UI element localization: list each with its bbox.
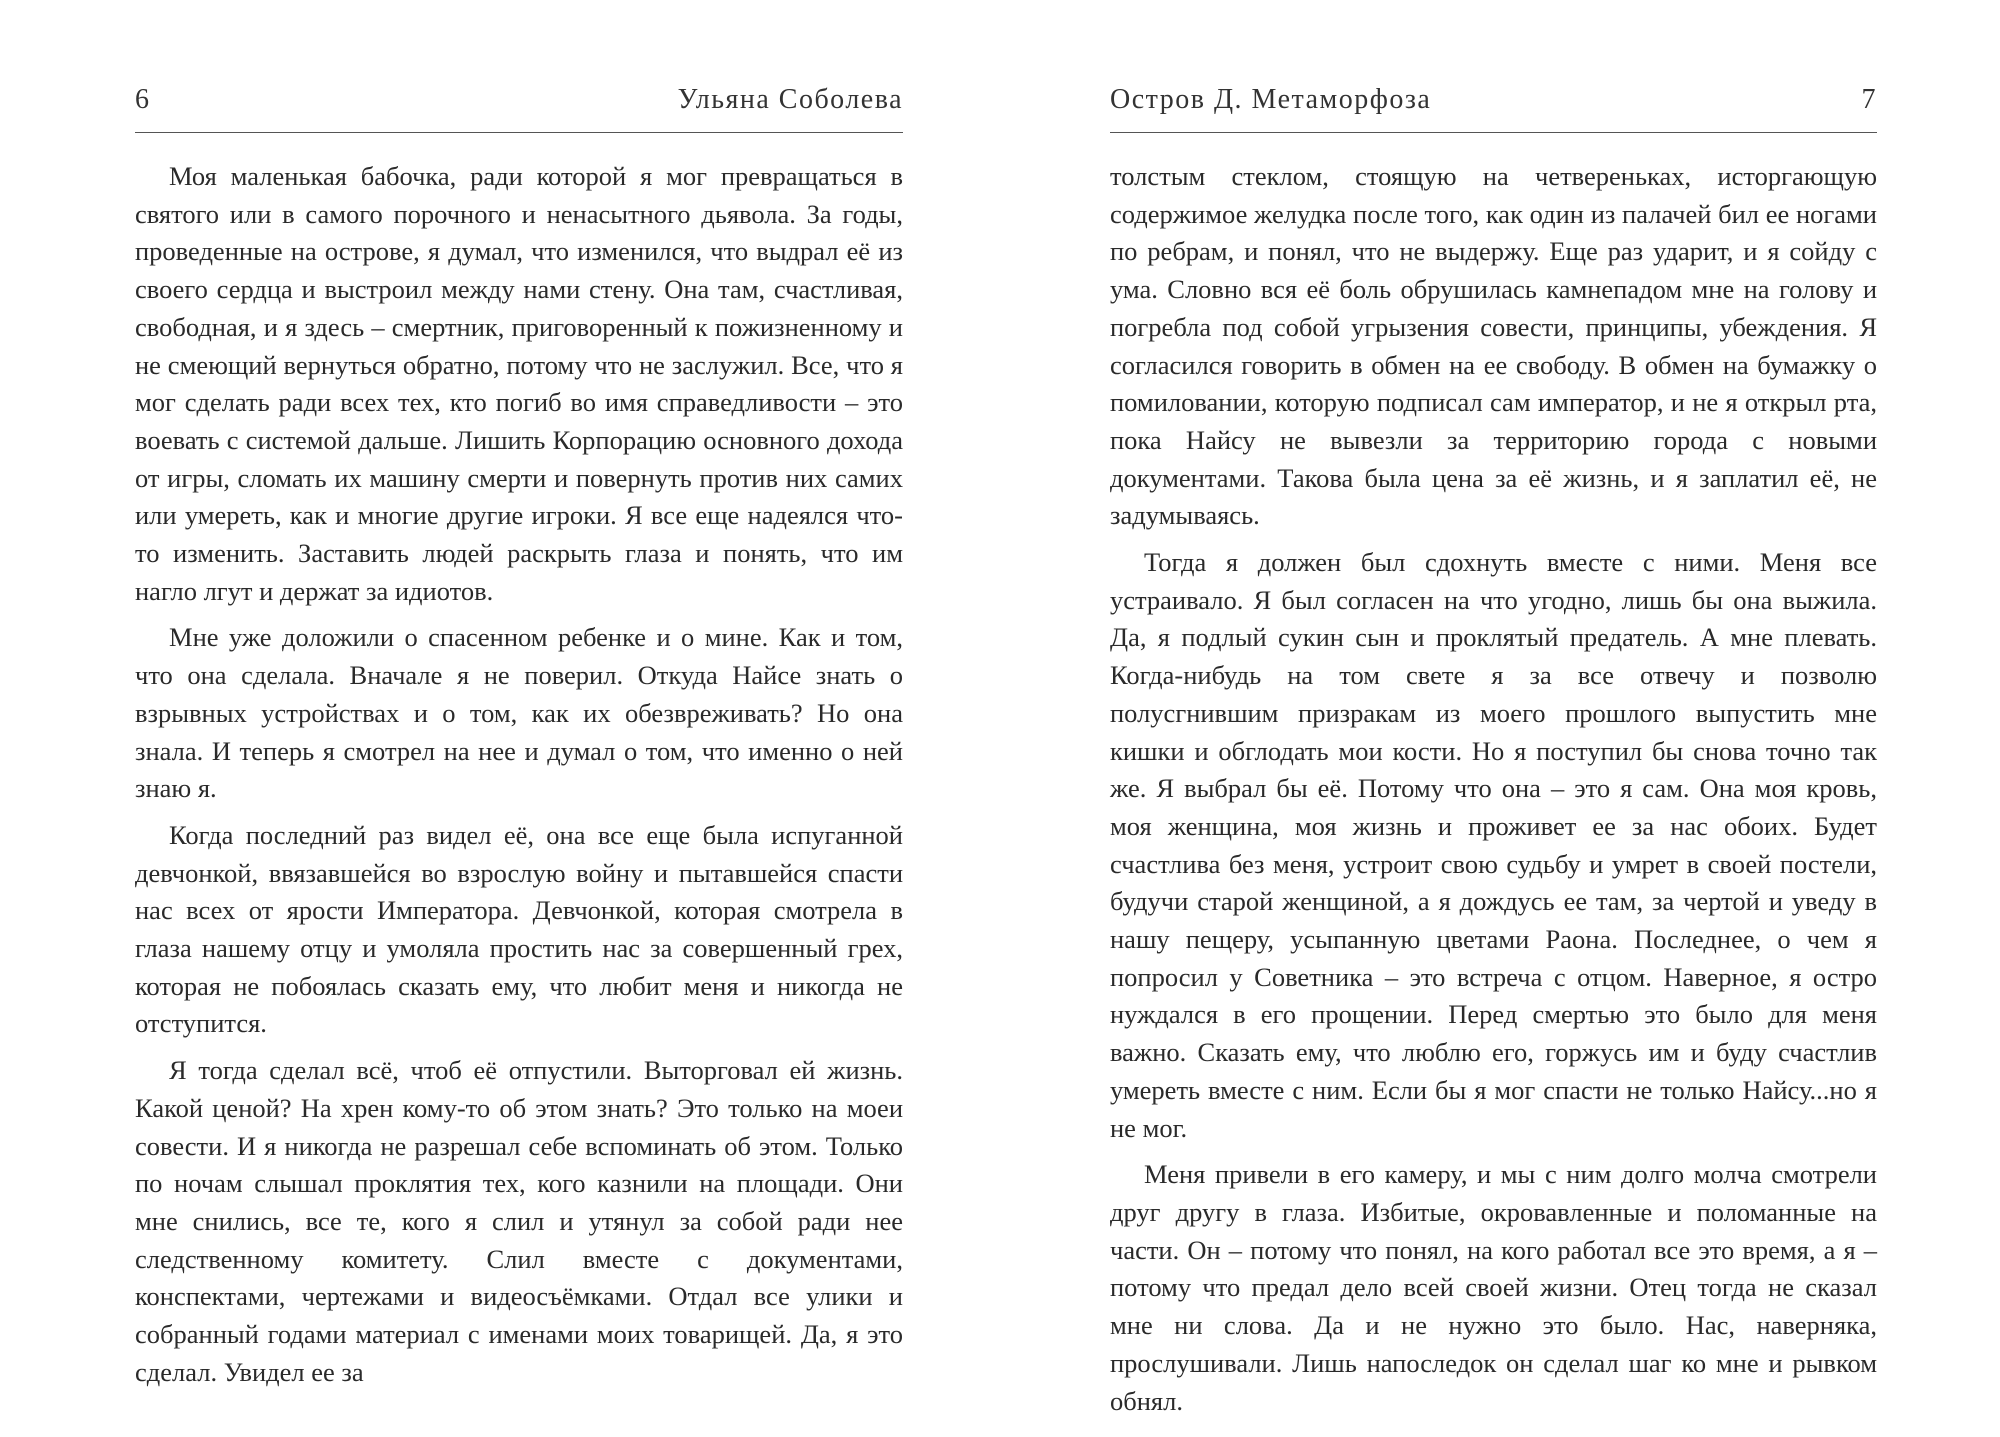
paragraph: Мне уже доложили о спасенном ребенке и о мине. Как и том, что она сделала. Вначале я не поверил. Откуда Найсе знать о взрывных устройствах и о том, как их обезвреживать? Но она знала. И теперь я смотрел на нее и думал о том, что именно о ней знаю я. — [135, 622, 903, 804]
left-running-head-author: Ульяна Соболева — [677, 84, 903, 115]
right-running-head — [1110, 84, 1877, 124]
paragraph: Меня привели в его камеру, и мы с ним долго молча смотрели друг другу в глаза. Избитые, окровавленные и поломанные на части. Он – потому что понял, на кого работал все это время, а я – потому что предал дело всей своей жизни. Отец тогда не сказал мне ни слова. Да и не нужно это было. Нас, наверняка, прослушивали. Лишь напоследок он сделал шаг ко мне и рывком обнял. — [1110, 1159, 1877, 1416]
right-page-body — [1110, 158, 1877, 1429]
left-page-number: 6 — [135, 84, 151, 115]
left-running-head — [135, 84, 903, 124]
right-running-head-title: Остров Д. Метаморфоза — [1110, 84, 1432, 115]
paragraph: Когда последний раз видел её, она все еще была испуганной девчонкой, ввязавшейся во взрослую войну и пытавшейся спасти нас всех от ярости Императора. Девчонкой, которая смотрела в глаза нашему отцу и умоляла простить нас за совершенный грех, которая не побоялась сказать ему, что любит меня и никогда не отступится. — [135, 819, 903, 1039]
right-header-rule — [1110, 132, 1877, 133]
paragraph: Моя маленькая бабочка, ради которой я мог превращаться в святого или в самого порочного и ненасытного дьявола. За годы, проведенные на острове, я думал, что изменился, что выдрал её из своего сердца и выстроил между нами стену. Она там, счастливая, свободная, и я здесь – смертник, приговоренный к пожизненному и не смеющий вернуться обратно, потому что не заслужил. Все, что я мог сделать ради всех тех, кто погиб во имя справедливости – это воевать с системой дальше. Лишить Корпорацию основного дохода от игры, сломать их машину смерти и повернуть против них самих или умереть, как и многие другие игроки. Я все еще надеялся что-то изменить. Заставить людей раскрыть глаза и понять, что им нагло лгут и держат за идиотов. — [135, 161, 903, 606]
right-page — [1000, 0, 2000, 1437]
paragraph: Я тогда сделал всё, чтоб её отпустили. Выторговал ей жизнь. Какой ценой? На хрен кому-то об этом знать? Это только на моеи совести. И я никогда не разрешал себе вспоминать об этом. Только по ночам слышал проклятия тех, кого казнили на площади. Они мне снились, все те, кого я слил и утянул за собой ради нее следственному комитету. Слил вместе с документами, конспектами, чертежами и видеосъёмками. Отдал все улики и собранный годами материал с именами моих товарищей. Да, я это сделал. Увидел ее за — [135, 1055, 903, 1387]
paragraph: Тогда я должен был сдохнуть вместе с ними. Меня все устраивало. Я был согласен на что угодно, лишь бы она выжила. Да, я подлый сукин сын и проклятый предатель. А мне плевать. Когда-нибудь на том свете я за все отвечу и позволю полусгнившим призракам из моего прошлого выпустить мне кишки и обглодать мои кости. Но я поступил бы снова точно так же. Я выбрал бы её. Потому что она – это я сам. Она моя кровь, моя женщина, моя жизнь и проживет ее за нас обоих. Будет счастлива без меня, устроит свою судьбу и умрет в своей постели, будучи старой женщиной, а я дождусь ее там, за чертой и уведу в нашу пещеру, усыпанную цветами Раона. Последнее, о чем я попросил у Советника – это встреча с отцом. Наверное, я остро нуждался в его прощении. Перед смертью это было для меня важно. Сказать ему, что люблю его, горжусь им и буду счастлив умереть вместе с ним. Если бы я мог спасти не только Найсу...но я не мог. — [1110, 547, 1877, 1143]
right-page-number: 7 — [1861, 84, 1877, 115]
left-page-body — [135, 158, 903, 1401]
paragraph: толстым стеклом, стоящую на четвереньках, исторгающую содержимое желудка после того, как один из палачей бил ее ногами по ребрам, и понял, что не выдержу. Еще раз ударит, и я сойду с ума. Словно вся её боль обрушилась камнепадом мне на голову и погребла под собой угрызения совести, принципы, убеждения. Я согласился говорить в обмен на ее свободу. В обмен на бумажку о помиловании, которую подписал сам император, и не я открыл рта, пока Найсу не вывезли за территорию города с новыми документами. Такова была цена за её жизнь, и я заплатил её, не задумываясь. — [1110, 161, 1877, 531]
left-header-rule — [135, 132, 903, 133]
